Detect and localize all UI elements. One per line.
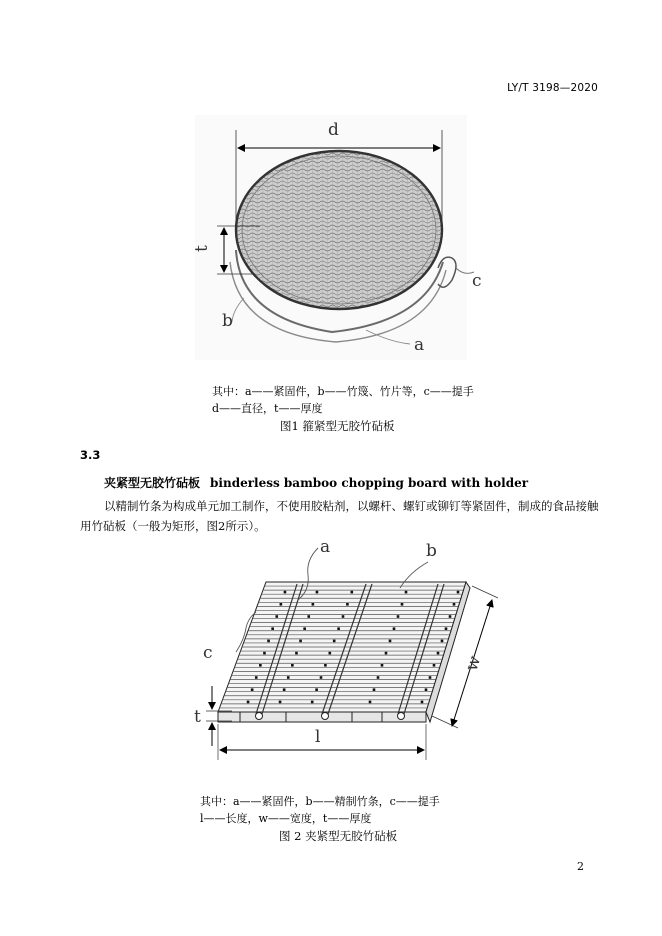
nail-dot <box>299 640 302 643</box>
term-heading <box>104 474 528 491</box>
nail-dot <box>453 603 456 606</box>
fig2-label-l: l <box>315 727 321 747</box>
nail-dot <box>373 688 376 691</box>
fig2-label-c: c <box>203 643 213 663</box>
nail-dot <box>385 652 388 655</box>
nail-dot <box>280 603 283 606</box>
nail-dot <box>324 664 327 667</box>
figure1-illustration <box>195 115 474 360</box>
nail-dot <box>351 591 354 594</box>
nail-dot <box>311 701 314 704</box>
nail-dot <box>312 603 315 606</box>
fig2-label-t: t <box>194 707 201 727</box>
nail-dot <box>295 652 298 655</box>
standard-number: LY/T 3198—2020 <box>507 82 598 94</box>
term-en: binderless bamboo chopping board with holder <box>210 476 529 490</box>
nail-dot <box>433 664 436 667</box>
figure2-illustration <box>206 548 498 760</box>
nail-dot <box>275 615 278 618</box>
nail-dot <box>329 652 332 655</box>
nail-dot <box>429 676 432 679</box>
nail-dot <box>291 664 294 667</box>
fig1-label-b: b <box>222 311 233 331</box>
figure2-caption-line1: 其中：a——紧固件，b——精制竹条，c——提手 <box>200 795 440 808</box>
fig2-label-w: w <box>461 653 486 674</box>
nail-dot <box>437 652 440 655</box>
nail-dot <box>389 640 392 643</box>
nail-dot <box>393 627 396 630</box>
nail-dot <box>369 701 372 704</box>
figure2-title: 图 2 夹紧型无胶竹砧板 <box>279 829 398 843</box>
fig1-label-t: t <box>192 245 212 252</box>
nail-dot <box>255 676 258 679</box>
fig1-label-a: a <box>414 335 425 355</box>
nail-dot <box>346 603 349 606</box>
nail-dot <box>425 688 428 691</box>
fig1-label-c: c <box>472 271 482 291</box>
nail-dot <box>401 603 404 606</box>
section-number: 3.3 <box>80 448 101 462</box>
nail-dot <box>287 676 290 679</box>
fig1-label-d: d <box>328 120 339 140</box>
nail-dot <box>307 615 310 618</box>
nail-dot <box>333 640 336 643</box>
nail-dot <box>320 676 323 679</box>
nail-dot <box>271 627 274 630</box>
nail-dot <box>342 615 345 618</box>
nail-dot <box>397 615 400 618</box>
nail-dot <box>315 688 318 691</box>
nail-dot <box>405 591 408 594</box>
nail-dot <box>457 591 460 594</box>
nail-dot <box>377 676 380 679</box>
figure1-caption-line1: 其中：a——紧固件，b——竹篾、竹片等，c——提手 <box>212 385 474 398</box>
term-zh: 夹紧型无胶竹砧板 <box>104 476 201 490</box>
figure1-title: 图1 箍紧型无胶竹砧板 <box>280 419 395 433</box>
nail-dot <box>259 664 262 667</box>
figure2-caption-line2: l——长度，w——宽度，t——厚度 <box>200 812 372 825</box>
term-definition: 以精制竹条为构成单元加工制作，不使用胶粘剂，以螺杆、螺钉或铆钉等紧固件，制成的食品接触用竹砧板（一般为矩形，图2所示）。 <box>80 499 599 533</box>
nail-dot <box>303 627 306 630</box>
nail-dot <box>251 688 254 691</box>
nail-dot <box>284 591 287 594</box>
fig2-label-b: b <box>426 541 437 561</box>
nail-dot <box>445 627 448 630</box>
nail-dot <box>449 615 452 618</box>
nail-dot <box>263 652 266 655</box>
nail-dot <box>421 701 424 704</box>
nail-dot <box>381 664 384 667</box>
page-number: 2 <box>577 860 584 873</box>
figure1-caption-line2: d——直径，t——厚度 <box>212 402 323 415</box>
nail-dot <box>337 627 340 630</box>
nail-dot <box>267 640 270 643</box>
nail-dot <box>283 688 286 691</box>
nail-dot <box>316 591 319 594</box>
fig2-label-a: a <box>320 537 331 557</box>
nail-dot <box>441 640 444 643</box>
nail-dot <box>247 701 250 704</box>
nail-dot <box>279 701 282 704</box>
